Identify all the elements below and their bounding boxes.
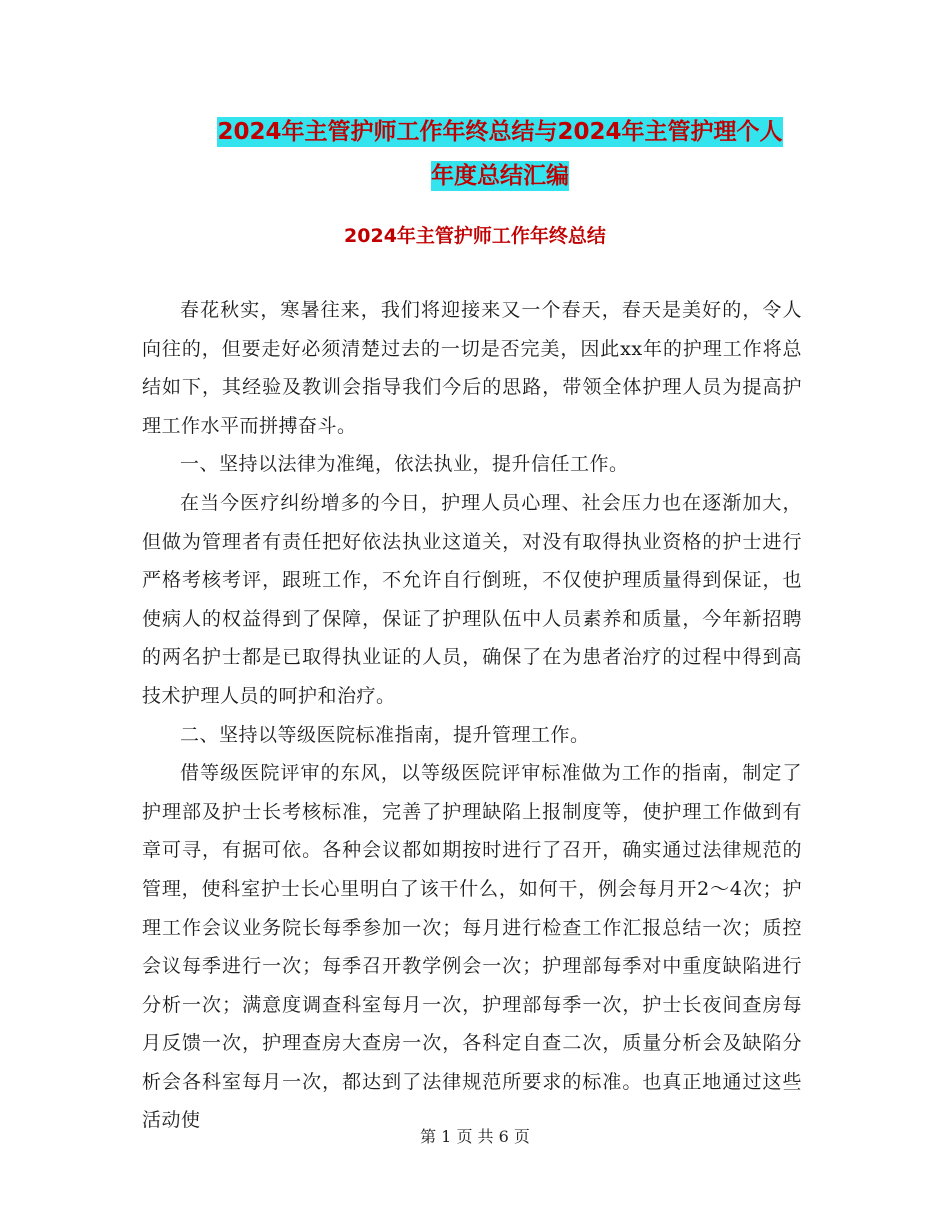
document-title-line-2: 年度总结汇编 — [431, 163, 569, 189]
document-title-line-1: 2024年主管护师工作年终总结与2024年主管护理个人 — [217, 119, 783, 145]
paragraph-management: 借等级医院评审的东风，以等级医院评审标准做为工作的指南，制定了护理部及护士长考核标准，完善了护理缺陷上报制度等，使护理工作做到有章可寻，有据可依。各种会议都如期按时进行了召开，确实通过法律规范的管理，使科室护士长心里明白了该干什么，如何干，例会每月开2～4次；护理工作会议业务院长每季参加一次；每月进行检查工作汇报总结一次；质控会议每季进行一次；每季召开教学例会一次；护理部每季对中重度缺陷进行分析一次；满意度调查科室每月一次，护理部每季一次，护士长夜间查房每月反馈一次，护理查房大查房一次，各科定自查二次，质量分析会及缺陷分析会各科室每月一次，都达到了法律规范所要求的标准。也真正地通过这些活动使 — [142, 762, 802, 1132]
heading-one: 一、坚持以法律为准绳，依法执业，提升信任工作。 — [180, 453, 629, 476]
paragraph-intro: 春花秋实，寒暑往来，我们将迎接来又一个春天，春天是美好的，令人向往的，但要走好必须清楚过去的一切是否完美，因此xx年的护理工作将总结如下，其经验及教训会指导我们今后的思路，带领全体护理人员为提高护理工作水平而拼搏奋斗。 — [142, 299, 802, 437]
document-body — [142, 291, 802, 1140]
page-footer: 第 1 页 共 6 页 — [420, 1127, 530, 1146]
heading-two: 二、坚持以等级医院标准指南，提升管理工作。 — [180, 723, 590, 746]
section-title: 2024年主管护师工作年终总结 — [344, 225, 606, 247]
paragraph-law: 在当今医疗纠纷增多的今日，护理人员心理、社会压力也在逐渐加大，但做为管理者有责任把好依法执业这道关，对没有取得执业资格的护士进行严格考核考评，跟班工作，不允许自行倒班，不仅使护理质量得到保证，也使病人的权益得到了保障，保证了护理队伍中人员素养和质量，今年新招聘的两名护士都是已取得执业证的人员，确保了在为患者治疗的过程中得到高技术护理人员的呵护和治疗。 — [142, 491, 802, 707]
document-title — [140, 110, 860, 198]
